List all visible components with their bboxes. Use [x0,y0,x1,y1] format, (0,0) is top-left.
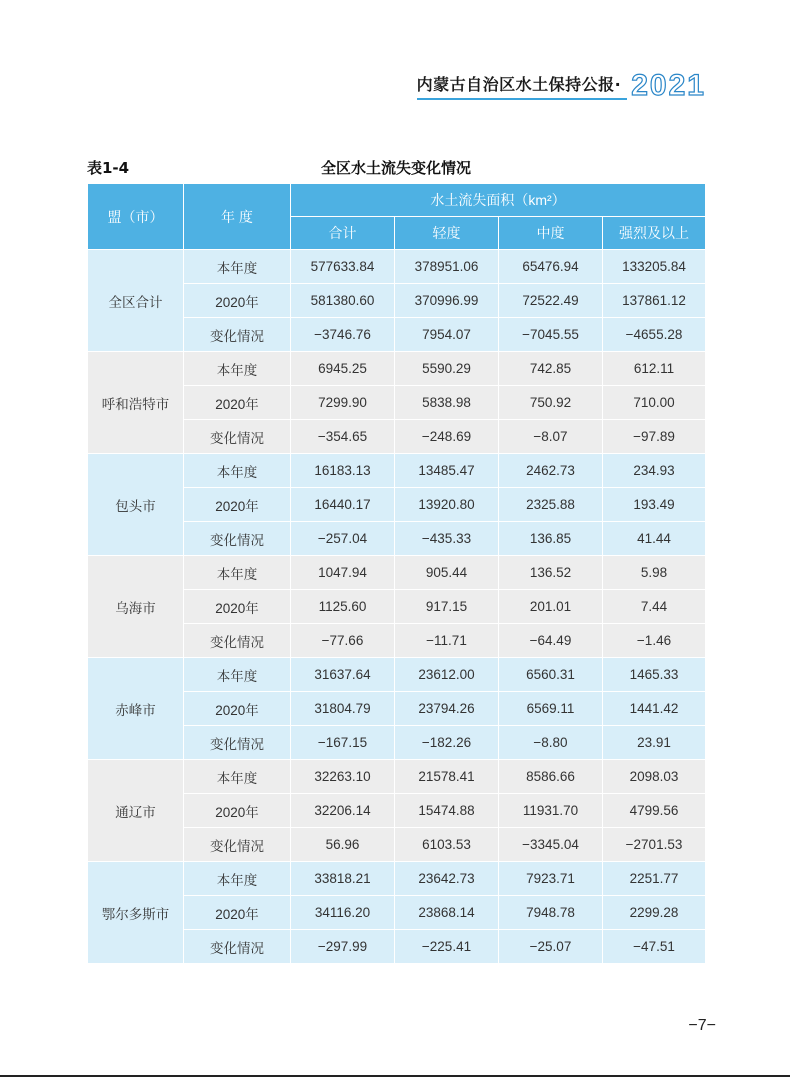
value-cell: −182.26 [395,726,499,760]
value-cell: 8586.66 [499,760,603,794]
value-cell: 905.44 [395,556,499,590]
value-cell: 137861.12 [603,284,706,318]
region-name-cell: 通辽市 [88,760,184,862]
region-name-cell: 赤峰市 [88,658,184,760]
value-cell: 742.85 [499,352,603,386]
table-row [88,862,706,896]
value-cell: 5590.29 [395,352,499,386]
row-label-cell: 变化情况 [184,318,291,352]
value-cell: 15474.88 [395,794,499,828]
value-cell: −354.65 [291,420,395,454]
col-header-region: 盟（市） [88,184,184,250]
row-label-cell: 本年度 [184,454,291,488]
value-cell: −7045.55 [499,318,603,352]
value-cell: 13920.80 [395,488,499,522]
row-label-cell: 变化情况 [184,420,291,454]
row-label-cell: 本年度 [184,760,291,794]
value-cell: 72522.49 [499,284,603,318]
value-cell: 2098.03 [603,760,706,794]
value-cell: 4799.56 [603,794,706,828]
value-cell: 5.98 [603,556,706,590]
row-label-cell: 2020年 [184,284,291,318]
row-label-cell: 2020年 [184,794,291,828]
value-cell: 32206.14 [291,794,395,828]
value-cell: 577633.84 [291,250,395,284]
value-cell: 65476.94 [499,250,603,284]
value-cell: 6103.53 [395,828,499,862]
value-cell: −435.33 [395,522,499,556]
value-cell: 31637.64 [291,658,395,692]
value-cell: 378951.06 [395,250,499,284]
table-title: 全区水土流失变化情况 [320,159,471,177]
value-cell: −3746.76 [291,318,395,352]
row-label-cell: 本年度 [184,352,291,386]
value-cell: 6560.31 [499,658,603,692]
table-row [88,454,706,488]
value-cell: 7954.07 [395,318,499,352]
value-cell: −25.07 [499,930,603,964]
value-cell: 1047.94 [291,556,395,590]
region-name-cell: 全区合计 [88,250,184,352]
value-cell: 34116.20 [291,896,395,930]
value-cell: 32263.10 [291,760,395,794]
value-cell: 370996.99 [395,284,499,318]
row-label-cell: 本年度 [184,556,291,590]
value-cell: −1.46 [603,624,706,658]
value-cell: 612.11 [603,352,706,386]
row-label-cell: 2020年 [184,488,291,522]
row-label-cell: 变化情况 [184,828,291,862]
header-row [88,184,706,217]
bottom-rule [0,1075,790,1077]
page-header [416,69,706,102]
col-header-severe: 强烈及以上 [603,217,706,250]
value-cell: 193.49 [603,488,706,522]
value-cell: 23868.14 [395,896,499,930]
row-label-cell: 变化情况 [184,726,291,760]
value-cell: 234.93 [603,454,706,488]
value-cell: 7948.78 [499,896,603,930]
row-label-cell: 本年度 [184,862,291,896]
value-cell: 1465.33 [603,658,706,692]
table-body [88,250,706,964]
value-cell: 917.15 [395,590,499,624]
value-cell: −248.69 [395,420,499,454]
value-cell: 6945.25 [291,352,395,386]
value-cell: 581380.60 [291,284,395,318]
value-cell: 23.91 [603,726,706,760]
row-label-cell: 本年度 [184,658,291,692]
value-cell: 6569.11 [499,692,603,726]
table-row [88,352,706,386]
value-cell: 133205.84 [603,250,706,284]
table-row [88,250,706,284]
value-cell: −77.66 [291,624,395,658]
table-row [88,760,706,794]
value-cell: 31804.79 [291,692,395,726]
page-number: −7− [688,1017,716,1034]
value-cell: 23794.26 [395,692,499,726]
row-label-cell: 2020年 [184,896,291,930]
value-cell: 7.44 [603,590,706,624]
value-cell: 2462.73 [499,454,603,488]
value-cell: 2299.28 [603,896,706,930]
value-cell: 33818.21 [291,862,395,896]
col-header-year: 年 度 [184,184,291,250]
table-caption [87,157,705,179]
value-cell: 710.00 [603,386,706,420]
value-cell: −4655.28 [603,318,706,352]
value-cell: 2251.77 [603,862,706,896]
row-label-cell: 变化情况 [184,930,291,964]
region-name-cell: 包头市 [88,454,184,556]
value-cell: 1125.60 [291,590,395,624]
value-cell: −225.41 [395,930,499,964]
value-cell: 11931.70 [499,794,603,828]
region-name-cell: 呼和浩特市 [88,352,184,454]
value-cell: 7923.71 [499,862,603,896]
value-cell: −297.99 [291,930,395,964]
value-cell: −47.51 [603,930,706,964]
col-header-area-group: 水土流失面积（km²） [291,184,706,217]
value-cell: −97.89 [603,420,706,454]
col-header-moderate: 中度 [499,217,603,250]
table-number: 表1-4 [87,159,130,177]
value-cell: 56.96 [291,828,395,862]
col-header-total: 合计 [291,217,395,250]
soil-erosion-table [87,183,706,964]
value-cell: −3345.04 [499,828,603,862]
value-cell: 136.52 [499,556,603,590]
value-cell: 1441.42 [603,692,706,726]
value-cell: 16183.13 [291,454,395,488]
table-row [88,556,706,590]
value-cell: −11.71 [395,624,499,658]
region-name-cell: 乌海市 [88,556,184,658]
value-cell: −257.04 [291,522,395,556]
region-name-cell: 鄂尔多斯市 [88,862,184,964]
value-cell: 13485.47 [395,454,499,488]
value-cell: 5838.98 [395,386,499,420]
row-label-cell: 变化情况 [184,624,291,658]
value-cell: 41.44 [603,522,706,556]
value-cell: 201.01 [499,590,603,624]
row-label-cell: 2020年 [184,692,291,726]
value-cell: −8.80 [499,726,603,760]
value-cell: 21578.41 [395,760,499,794]
value-cell: 2325.88 [499,488,603,522]
value-cell: −167.15 [291,726,395,760]
value-cell: 23612.00 [395,658,499,692]
value-cell: −8.07 [499,420,603,454]
row-label-cell: 2020年 [184,590,291,624]
row-label-cell: 变化情况 [184,522,291,556]
value-cell: −2701.53 [603,828,706,862]
table-row [88,658,706,692]
row-label-cell: 2020年 [184,386,291,420]
row-label-cell: 本年度 [184,250,291,284]
header-year: 2021 [631,69,706,102]
value-cell: 136.85 [499,522,603,556]
value-cell: 16440.17 [291,488,395,522]
header-title: 内蒙古自治区水土保持公报· [417,72,622,100]
value-cell: 7299.90 [291,386,395,420]
value-cell: 23642.73 [395,862,499,896]
value-cell: 750.92 [499,386,603,420]
value-cell: −64.49 [499,624,603,658]
col-header-light: 轻度 [395,217,499,250]
